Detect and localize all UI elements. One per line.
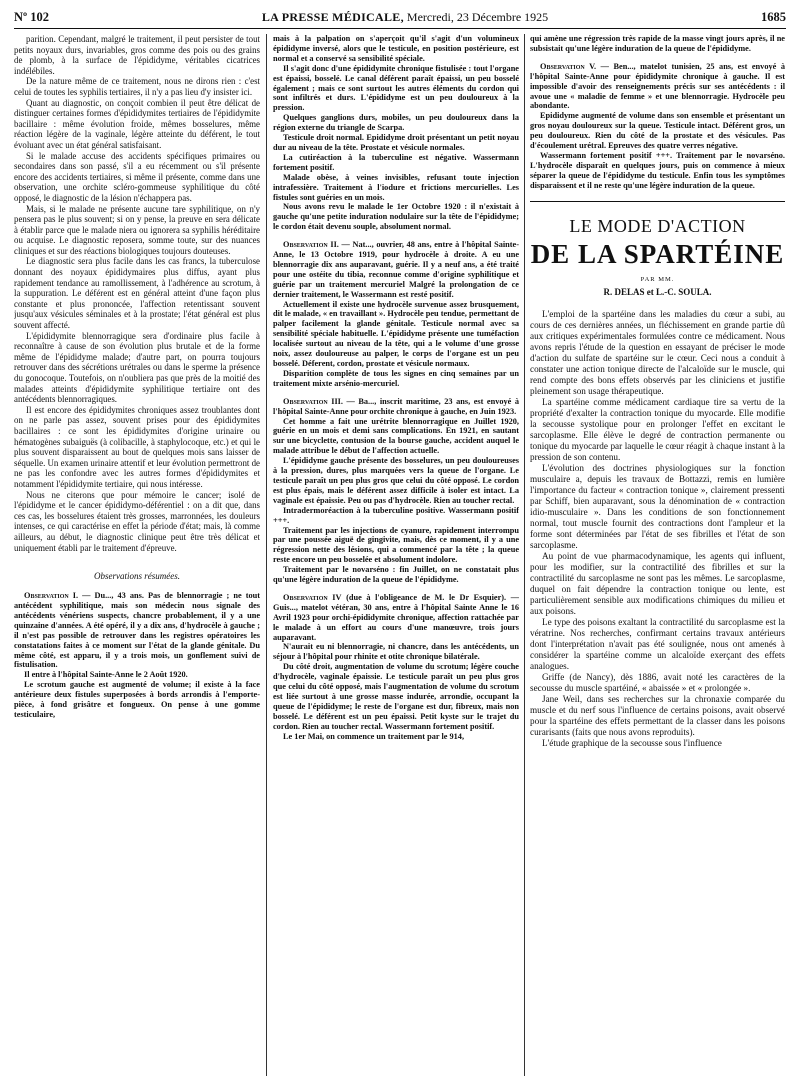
observation-text: — Nat..., ouvrier, 48 ans, entre à l'hôpital Sainte-Anne, le 13 Octobre 1919, pour hydrocèle à droite. A eu une blennorragie dix ans auparavant, guérie. Il y a neuf ans, a été traité pour une ostéite du tibia, reconnue comme d'origine syphilitique et guérie par un traitement mercuriel Malgré la prolongation de ce dernier traitement, le Wassermann est resté positif. [273, 240, 519, 299]
column-rule-1 [266, 34, 267, 1076]
paragraph: Du côté droit, augmentation de volume du scrotum; légère couche d'hydrocèle, vaginale épaissie. Le testicule paraît un peu plus gros que celui du côté opposé, mais l'augmentation de volume du scrotum est liée surtout à une grosse masse indurée, arrondie, occupant la queue de l'épididyme; le reste de l'organe est dur, fibreux, mais non bosselé. Le déférent est un peu épaissi. Petit kyste sur le trajet du cordon. Rien au toucher rectal. Wassermann fortement positif. [273, 662, 519, 731]
article-authors: R. DELAS et L.-C. SOULA. [603, 286, 712, 297]
paragraph: Disparition complète de tous les signes en cinq semaines par un traitement mixte arsénio-mercuriel. [273, 368, 519, 388]
observation-text: — Ben..., matelot tunisien, 25 ans, est envoyé à l'hôpital Sainte-Anne pour épididymite chronique à gauche. Il est impossible d'avoir des renseignements précis sur ses antécédents : il avoue une « maladie de femme » et une blennorragie. Hydrocèle peu abondante. [530, 61, 785, 111]
paragraph: N'aurait eu ni blennorragie, ni chancre, dans les antécédents, un séjour à l'hôpital pour rhinite et otite chronique bilatérale. [273, 642, 519, 662]
article-byline-prefix: PAR MM. [640, 275, 675, 283]
observation-label: Observation II. [283, 240, 339, 250]
paragraph: Quelques ganglions durs, mobiles, un peu douloureux dans la région externe du triangle de Scarpa. [273, 113, 519, 133]
paragraph: Au point de vue pharmacodynamique, les agents qui influent, pour les modifier, sur la contractilité des fibrilles et sur la contractilité du sarcoplasme ne sont pas les mêmes. Le sarcoplasme, duquel on fait dépendre la contraction tonique ou lente, est particulièrement sensible aux modifications chimiques du milieu et aux poisons. [530, 550, 785, 616]
column-1 [14, 34, 260, 1076]
paragraph: Le type des poisons exaltant la contractilité du sarcoplasme est la vératrine. Nos recherches, confirmant certains travaux antérieurs dont l'interprétation n'avait pas été soulignée, nous ont amenés à considérer la spartéine comme un alcaloïde exerçant des effets analogues. [530, 616, 785, 671]
article-separator [530, 201, 785, 202]
observation-5 [530, 62, 785, 112]
column-2 [273, 34, 519, 1076]
page-number: 1685 [760, 9, 786, 24]
paragraph: L'épididyme gauche présente des bosselures, un peu douloureuses à la pression, dures, plus marquées vers la queue de l'organe. Le testicule paraît un peu plus gros que celui du côté opposé. Le cordon est plus épais, mais le déférent assez difficile à isoler est intact. La vaginale est épaissie. Peu ou pas d'hydrocèle. Rien au toucher rectal. [273, 456, 519, 505]
paragraph: L'épididymite blennorragique sera d'ordinaire plus facile à reconnaître à cause de son évolution plus brutale et de la forme même de l'épididyme malade; d'autre part, on pourra toujours retrouver dans des sécrétions urétrales ou dans le sperme la présence du gonocoque. Toutefois, on n'oubliera pas que près de la moitié des malades atteints d'épididymite syphilitique tertiaire ont des antécédents blennorragiques. [14, 330, 260, 405]
paragraph: Epididyme augmenté de volume dans son ensemble et présentant un gros noyau douloureux sur la queue. Testicule intact. Déférent gros, un peu douloureux. Rien du côté de la prostate et des vésicules. Pas d'écoulement urétral. Epreuves des quatre verres négative. [530, 111, 785, 151]
paragraph: L'étude graphique de la secousse sous l'influence [542, 737, 722, 748]
paragraph: Il entre à l'hôpital Sainte-Anne le 2 Août 1920. [24, 670, 188, 680]
article-title-line-2: DE LA SPARTÉINE [530, 238, 785, 269]
paragraph: Il s'agit donc d'une épididymite chronique fistulisée : tout l'organe est épaissi, bosselé. Le canal déférent paraît épaissi, un peu bosselé également ; mais ce sont surtout les autres éléments du cordon qui sont infiltrés et durs. L'épididyme est un peu douloureux à la pression. [273, 63, 519, 113]
paragraph: La spartéine comme médicament cardiaque tire sa vertu de la propriété d'exalter la contraction tonique du myocarde. Elle modifie la secousse systolique pour en prolonger l'effet en excitant le sarcoplasme. Elle élève le degré de contraction permanente ou tonique du myocarde par laquelle le cœur réagit à chaque instant à la pression de son contenu. [530, 396, 785, 462]
paragraph: Wassermann fortement positif +++. Traitement par le novarséno. L'hydrocèle disparaît en quelques jours, puis on commence à mieux séparer la queue de l'épididyme du testicule. Enfin tous les symptômes disparaissent et il ne reste qu'une légère induration de la queue. [530, 150, 785, 190]
paragraph: mais à la palpation on s'aperçoit qu'il s'agit d'un volumineux épididyme inversé, alors que le testicule, en position postérieure, est normal et a conservé sa sensibilité spéciale. [273, 34, 519, 63]
paragraph: De la nature même de ce traitement, nous ne dirons rien : c'est celui de toutes les syphilis tertiaires, il n'y a pas lieu d'y insister ici. [14, 76, 260, 97]
paragraph: Le 1er Mai, on commence un traitement par le 914, [283, 731, 465, 741]
paragraph: Traitement par le novarséno : fin Juillet, on ne constatait plus qu'une légère induration de la queue de l'épididyme. [273, 565, 519, 585]
column-rule-2 [524, 34, 525, 1076]
paragraph: Le scrotum gauche est augmenté de volume; il existe à la face antérieure deux fistules superposées à bords arrondis à l'emporte-pièce, à fond grisâtre et fongueux. On pense à une gomme testiculaire, [14, 680, 260, 719]
observation-4 [273, 593, 519, 643]
observation-label: Observation V. [540, 61, 597, 71]
issue-date: Mercredi, 23 Décembre 1925 [406, 9, 549, 24]
journal-name: LA PRESSE MÉDICALE, [261, 9, 404, 24]
paragraph: L'évolution des doctrines physiologiques sur la fonction musculaire a, depuis les travaux de Bottazzi, remis en lumière l'importance du facteur « contraction tonique », clairement pressenti par Schiff, bien auparavant, sous la dénomination de « contraction idio-musculaire ». Dans les conditions de son fonctionnement normal, tout muscle fournit des contractions dont l'ampleur et la forme sont déterminées par l'état de ses fibrilles et l'état de son sarcoplasme. [530, 462, 785, 550]
journal-masthead [262, 10, 548, 25]
observation-2 [273, 240, 519, 299]
observation-3 [273, 397, 519, 417]
observation-label: Observation I. [24, 591, 79, 601]
paragraph: qui amène une régression très rapide de la masse vingt jours après, il ne subsistait qu'une légère induration de la queue de l'épididyme. [530, 34, 785, 53]
observation-1 [14, 591, 260, 670]
paragraph: parition. Cependant, malgré le traitement, il peut persister de tout petits noyaux durs, invariables, gros comme des pois ou des grains de plomb, à la surface de l'épididyme, véritables cicatrices indélébiles. [14, 34, 260, 76]
paragraph: Si le malade accuse des accidents spécifiques primaires ou secondaires dans son passé, s'il a eu récemment ou s'il présente encore des accidents tertiaires, si même il présente, comme dans une observation, une orchite scléro-gommeuse syphilitique du côté opposé, le diagnostic de la lésion n'échappera pas. [14, 150, 260, 203]
paragraph: Griffe (de Nancy), dès 1886, avait noté les caractères de la secousse du muscle spartéiné, « abaissée » et « prolongée ». [530, 671, 785, 693]
article-title-line-1: LE MODE D'ACTION [569, 215, 746, 236]
paragraph: Il est encore des épididymites chroniques assez troublantes dont on ne parle pas assez, souvent prises pour des épididymites bacillaires : ce sont les épididymites d'origine urinaire ou hématogènes subaiguës (à colibacille, à staphylocoque, etc.) et qui le plus souvent disparaissent au bout de quelques mois sans laisser de séquelle. Un examen urinaire attentif et leur évolution permettront de ne pas les confondre avec les autres formes d'épididymites et notamment l'épididymite tertiaire, qui nous intéresse. [14, 404, 260, 489]
paragraph: La cutiréaction à la tuberculine est négative. Wassermann fortement positif. [273, 152, 519, 172]
paragraph: Mais, si le malade ne présente aucune tare syphilitique, on n'y pensera pas le plus souvent; si on y pense, la preuve en sera délicate à établir parce que le malade niera ou ignorera sa syphilis héréditaire ou acquise. Le diagnostic reposera, somme toute, sur des nuances cliniques et sur des réactions biologiques toujours douteuses. [14, 203, 260, 256]
paragraph: Le diagnostic sera plus facile dans les cas francs, la tuberculose donnant des noyaux épididymaires plus diffus, ayant plus rapidement tendance au ramollissement, à l'adhérence au scrotum, à la suppuration. Le déférent est en général atteint d'une façon plus constante et plus prononcée, l'affection retentissant souvent jusqu'aux vésicules séminales et à la prostate; l'état général est plus souvent affecté. [14, 256, 260, 331]
paragraph: Nous avons revu le malade le 1er Octobre 1920 : il n'existait à gauche qu'une petite induration nodulaire sur la tête de l'épididyme; le cordon était devenu souple, absolument normal. [273, 202, 519, 232]
observation-label: Observation IV [283, 592, 342, 602]
paragraph: Cet homme a fait une urétrite blennorragique en Juillet 1920, guérie en un mois et demi sans complications. En 1921, en sautant sur une bicyclette, contusion de la bourse gauche, accident auquel le malade attribue le début de l'affection actuelle. [273, 416, 519, 456]
observations-heading: Observations résumées. [94, 571, 180, 582]
issue-number: Nº 102 [14, 9, 50, 24]
paragraph: Malade obèse, à veines invisibles, refusant toute injection intrafessière. Traitement à l'iodure et frictions mercurielles. Les fistules sont guéries en un mois. [273, 172, 519, 202]
paragraph: Testicule droit normal. Epididyme droit présentant un petit noyau dur au niveau de la tête. Prostate et vésicule normales. [273, 133, 519, 152]
observation-text: — Ba..., inscrit maritime, 23 ans, est envoyé à l'hôpital Sainte-Anne pour orchite chronique à gauche, en Juin 1923. [273, 396, 519, 416]
paragraph: Nous ne citerons que pour mémoire le cancer; isolé de l'épididyme et le cancer épididymo-déférentiel : on a dit que, dans ces cas, les bosselures étaient très grosses, marronnées, les douleurs intenses, ce qui caractérise en effet la période d'état; mais, là comme ailleurs, au début, le diagnostic clinique peut être très délicat et uniquement établi par le traitement d'épreuve. [14, 489, 260, 553]
observation-label: Observation III. [283, 396, 343, 406]
paragraph: L'emploi de la spartéine dans les maladies du cœur a subi, au cours de ces dernières années, un fléchissement en grande partie dû aux critiques expérimentales formulées contre ce médicament. Nous avons repris l'étude de la question en essayant de préciser le mode d'action du sulfate de spartéine sur le cœur. Ceci nous a conduit à constater une action tonique directe de l'alcaloïde sur le muscle, qui rend compte des bons effets observés par les cliniciens et justifie pleinement son usage thérapeutique. [530, 308, 785, 396]
paragraph: Quant au diagnostic, on conçoit combien il peut être délicat de distinguer certaines formes d'épididymites tertiaires de l'épididymite bacillaire : même évolution froide, mêmes bosselures, même réaction légère de la vaginale, légère atteinte du déférent, le tout évoluant avec un état général satisfaisant. [14, 97, 260, 150]
paragraph: Jane Weil, dans ses recherches sur la chronaxie comparée du muscle et du nerf sous l'influence de certains poisons, avait observé pour la spartéine des effets permettant de la classer dans les poisons curarisants (faits que nous avons reproduits). [530, 693, 785, 737]
page-header [14, 6, 786, 29]
column-3 [530, 34, 785, 1076]
observation-text: — Du..., 43 ans. Pas de blennorragie ; ne tout antécédent syphilitique, mais son médecin nous signale des antécédents vénériens suspects, chancre probablement, il y a une quinzaine d'années. A été opéré, il y a dix ans, d'hydrocèle à gauche ; il n'est pas possible de retrouver dans les registres opératoires les constatations faites à ce moment sur l'état de la glande génitale. Du même côté, est apparu, il y a trois mois, un gonflement suivi de fistulisation. [14, 591, 260, 670]
paragraph: Traitement par les injections de cyanure, rapidement interrompu par une poussée aiguë de gingivite, mais, dès ce moment, il y a une régression nette des lésions, qui a commencé par la tête ; la queue reste encore un peu bosselée et absolument indolore. [273, 525, 519, 565]
paragraph: Actuellement il existe une hydrocèle survenue assez brusquement, dit le malade, « en travaillant ». Hydrocèle peu tendue, permettant de palper facilement la glande génitale. Testicule normal avec sa sensibilité spéciale habituelle. L'épididyme présente une tuméfaction localisée surtout au niveau de la tête, qui a le volume d'une grosse noix, assez douloureuse au palper, le corps de l'organe est un peu bosselé. Déferent, cordon, prostate et vésicule normaux. [273, 299, 519, 368]
paragraph: Intradermoréaction à la tuberculine positive. Wassermann positif +++. [273, 505, 519, 525]
observation-text: (due à l'obligeance de M. le Dr Esquier). — Guis..., matelot vétéran, 30 ans, entre à l'hôpital Sainte Anne le 16 Avril 1923 pour orchi-épididymite chronique, affection rattachée par le malade à un effort au cours d'une manœuvre, trois jours auparavant. [273, 592, 519, 642]
